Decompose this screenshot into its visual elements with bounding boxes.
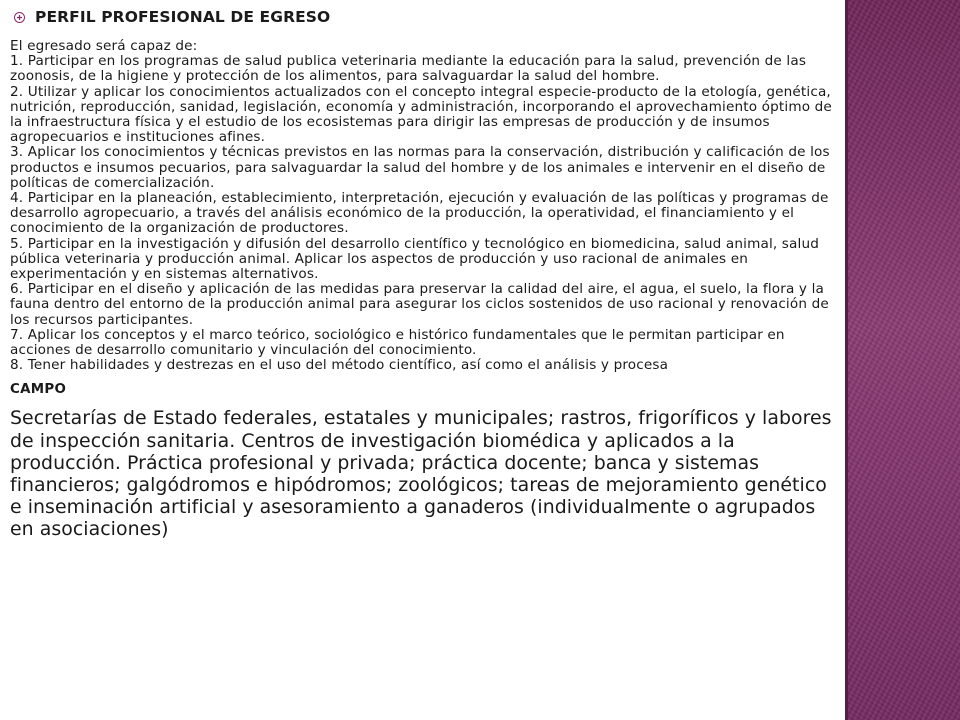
campo-heading: CAMPO <box>10 382 67 398</box>
profile-item-7: 7. Aplicar los conceptos y el marco teórico, sociológico e histórico fundamentales que le permitan participar en acciones de desarrollo comunitario y vinculación del conocimiento. <box>10 326 785 359</box>
campo-text: Secretarías de Estado federales, estatales y municipales; rastros, frigoríficos y labores de inspección sanitaria. Centros de investigación biomédica y aplicados a la producción. Práctica profesional y privada; práctica docente; banca y sistemas financieros; galgódromos e hipódromos; zoológicos; tareas de mejoramiento genético e inseminación artificial y asesoramiento a ganaderos (individualmente o agrupados en asociaciones) <box>10 407 832 541</box>
heading-row <box>14 6 842 28</box>
decorative-sidebar <box>845 0 960 720</box>
intro-text: El egresado será capaz de: <box>10 38 198 54</box>
profile-item-5: 5. Participar en la investigación y difusión del desarrollo científico y tecnológico en biomedicina, salud animal, salud pública veterinaria y producción animal. Aplicar los aspectos de producción y uso racional de animales en experimentación y en sistemas alternativos. <box>10 235 819 283</box>
profile-item-2: 2. Utilizar y aplicar los conocimientos actualizados con el concepto integral especie-producto de la etología, genética, nutrición, reproducción, sanidad, legislación, economía y administración, incorporando el aprovechamiento óptimo de la infraestructura física y el estudio de los ecosistemas para dirigir las empresas de producción y de insumos agropecuarios e instituciones afines. <box>10 83 832 146</box>
circle-bullet-icon <box>14 12 25 23</box>
profile-item-4: 4. Participar en la planeación, establecimiento, interpretación, ejecución y evaluación de las políticas y programas de desarrollo agropecuario, a través del análisis económico de la producción, la operatividad, el financiamiento y el conocimiento de la organización de productores. <box>10 190 829 237</box>
slide-heading: PERFIL PROFESIONAL DE EGRESO <box>35 8 331 26</box>
profile-item-6: 6. Participar en el diseño y aplicación de las medidas para preservar la calidad del aire, el agua, el suelo, la flora y la fauna dentro del entorno de la producción animal para asegurar los ciclos sostenidos de uso racional y renovación de los recursos participantes. <box>10 281 829 328</box>
sidebar-edge <box>845 0 848 720</box>
profile-item-1: 1. Participar en los programas de salud publica veterinaria mediante la educación para la salud, prevención de las zoonosis, de la higiene y protección de los alimentos, para salvaguardar la salud del hombre. <box>10 53 807 85</box>
slide-content <box>10 6 842 560</box>
profile-item-3: 3. Aplicar los conocimientos y técnicas previstos en las normas para la conservación, distribución y calificación de los productos e insumos pecuarios, para salvaguardar la salud del hombre y de los animales e intervenir en el diseño de políticas de comercialización. <box>10 144 830 191</box>
profile-item-8: 8. Tener habilidades y destrezas en el uso del método científico, así como el análisis y procesa <box>10 357 669 374</box>
